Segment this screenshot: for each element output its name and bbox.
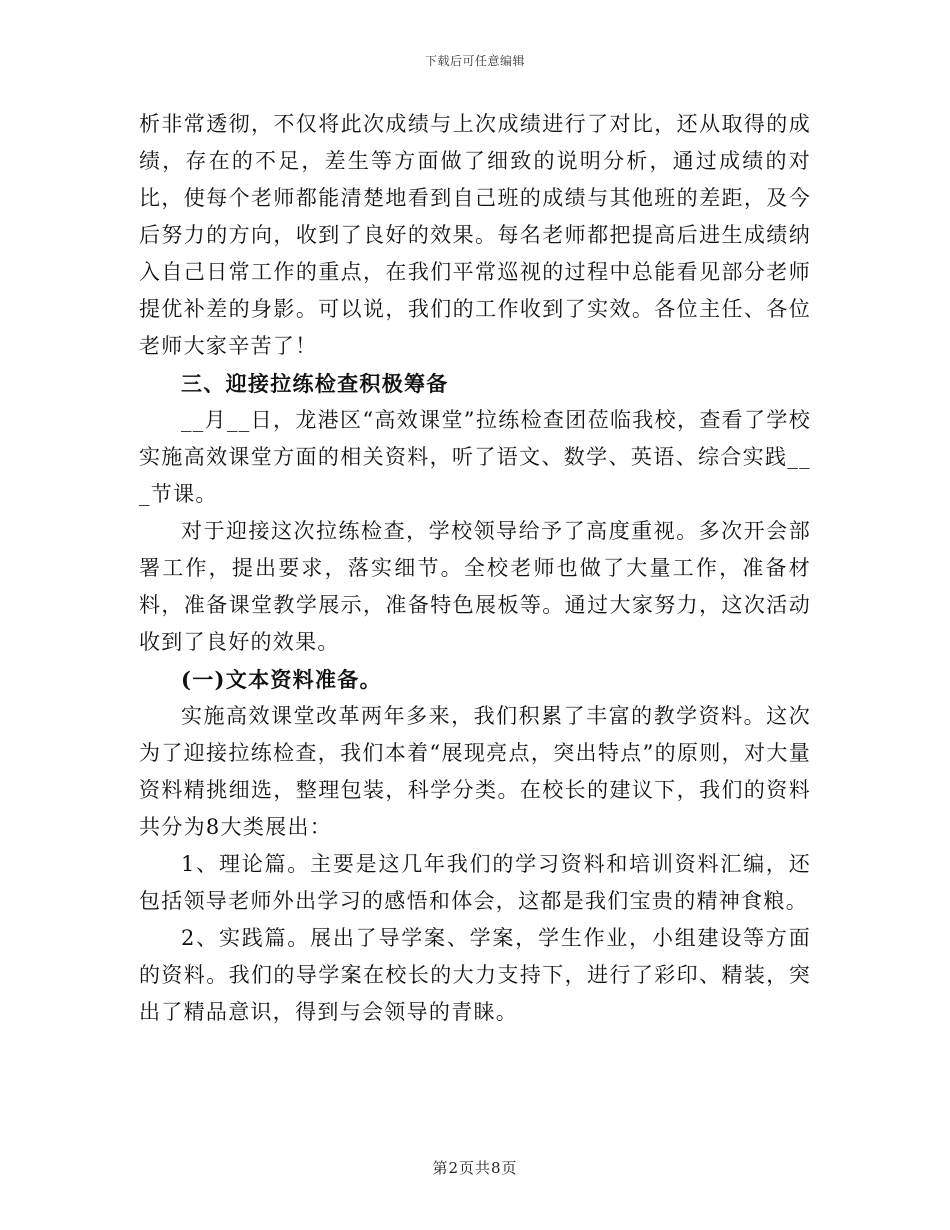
subsection-heading-text-materials: (一)文本资料准备。 [181, 667, 382, 692]
page-header: 下载后可任意编辑 [424, 54, 525, 68]
section-heading-inspection: 三、迎接拉练检查积极筹备 [181, 371, 449, 396]
list-item-practice: 2、实践篇。展出了导学案、学案，学生作业，小组建设等方面的资料。我们的导学案在校长的大力支持下，进行了彩印、精装，突出了精品意识，得到与会领导的青睐。 [139, 926, 811, 1024]
paragraph-inspection-visit: __月__日，龙港区“高效课堂”拉练检查团莅临我校，查看了学校实施高效课堂方面的相关资料，听了语文、数学、英语、综合实践___节课。 [139, 408, 811, 506]
list-item-theory: 1、理论篇。主要是这几年我们的学习资料和培训资料汇编，还包括领导老师外出学习的感悟和体会，这都是我们宝贵的精神食粮。 [139, 852, 811, 913]
paragraph-materials-overview: 实施高效课堂改革两年多来，我们积累了丰富的教学资料。这次为了迎接拉练检查，我们本着“展现亮点，突出特点”的原则，对大量资料精挑细选，整理包装，科学分类。在校长的建议下，我们的资料共分为8大类展出： [139, 704, 811, 839]
page-footer: 第2页共8页 [432, 1159, 518, 1177]
paragraph-exam-analysis: 析非常透彻，不仅将此次成绩与上次成绩进行了对比，还从取得的成绩，存在的不足，差生等方面做了细致的说明分析，通过成绩的对比，使每个老师都能清楚地看到自己班的成绩与其他班的差距，及今后努力的方向，收到了良好的效果。每名老师都把提高后进生成绩纳入自己日常工作的重点，在我们平常巡视的过程中总能看见部分老师提优补差的身影。可以说，我们的工作收到了实效。各位主任、各位老师大家辛苦了！ [139, 112, 811, 358]
document-body [139, 106, 811, 1031]
paragraph-preparation: 对于迎接这次拉练检查，学校领导给予了高度重视。多次开会部署工作，提出要求，落实细节。全校老师也做了大量工作，准备材料，准备课堂教学展示，准备特色展板等。通过大家努力，这次活动收到了良好的效果。 [139, 519, 811, 654]
